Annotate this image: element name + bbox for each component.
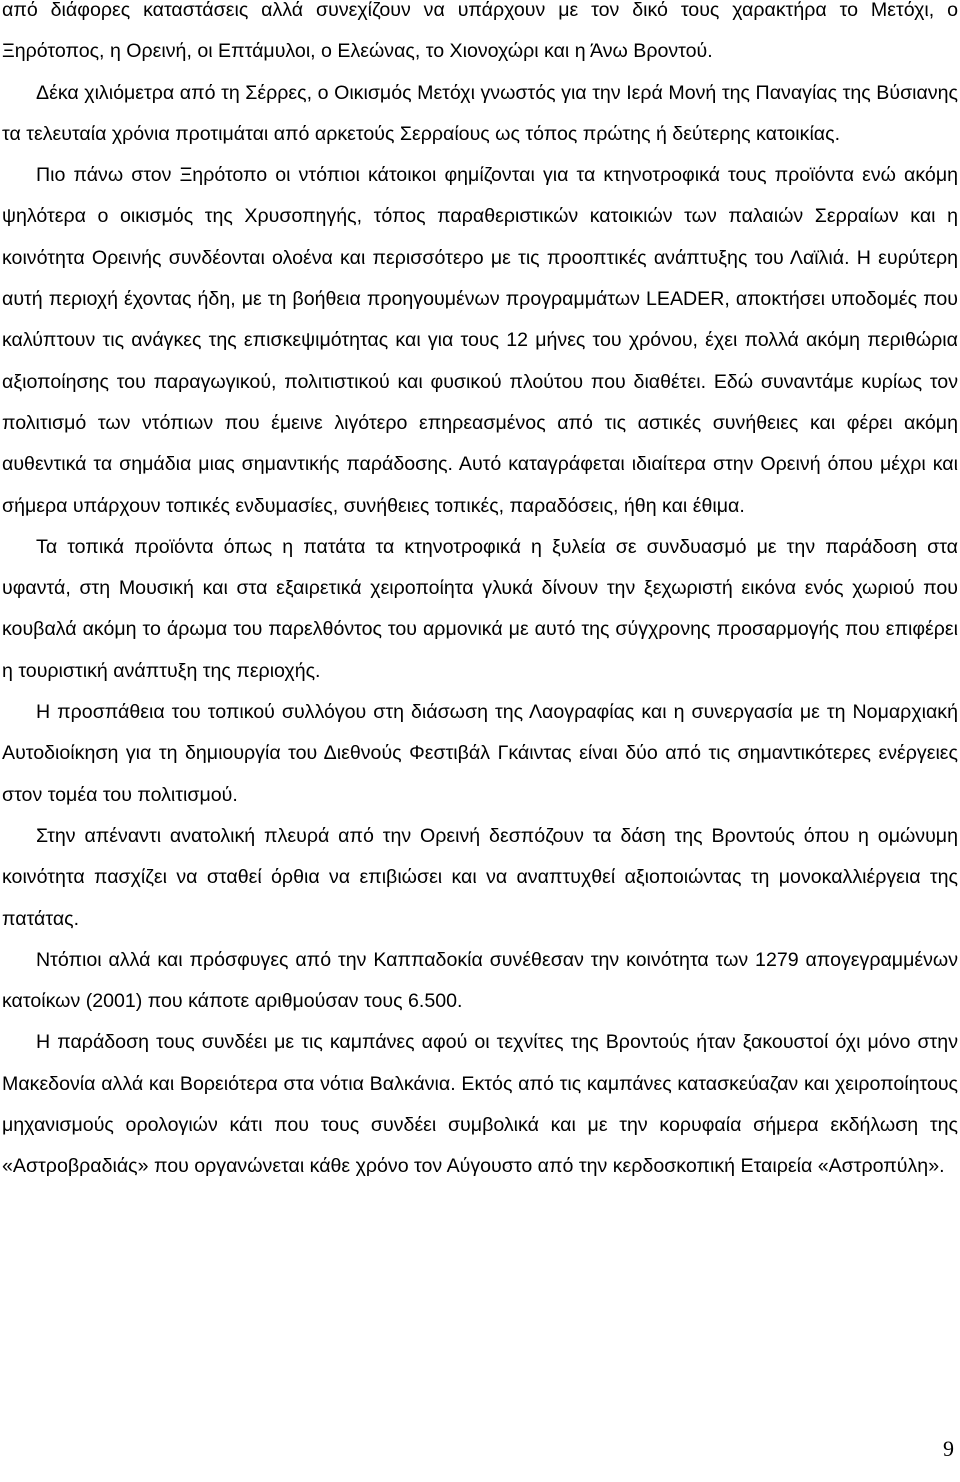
paragraph-bells-tradition: Η παράδοση τους συνδέει με τις καμπάνες αφού οι τεχνίτες της Βροντούς ήταν ξακουστοί όχι μόνο στην Μακεδονία αλλά και Βορειότερα στα νότια Βαλκάνια. Εκτός από τις καμπάνες κατασκεύαζαν και χειροποίητους μηχανισμούς ορολογιών κάτι που τους συνδέει συμβολικά και με την κορυφαία σήμερα εκδήλωση της «Αστροβραδιάς» που οργανώνεται κάθε χρόνο τον Αύγουστο από την κερδοσκοπική Εταιρεία «Αστροπύλη».	[2, 1031, 958, 1178]
document-page	[2, 0, 958, 1188]
paragraph-local-products: Τα τοπικά προϊόντα όπως η πατάτα τα κτηνοτροφικά η ξυλεία σε συνδυασμό με την παράδοση στα υφαντά, στη Μουσική και στα εξαιρετικά χειροποίητα γλυκά δίνουν την ξεχωριστή εικόνα ενός χωριού που κουβαλά ακόμη το άρωμα του παρελθόντος του αρμονικά με αυτό της σύγχρονης προσαρμογής που επιφέρει η τουριστική ανάπτυξη της περιοχής.	[2, 535, 958, 682]
paragraph-vrontou-forests: Στην απέναντι ανατολική πλευρά από την Ορεινή δεσπόζουν τα δάση της Βροντούς όπου η ομώνυμη κοινότητα πασχίζει να σταθεί όρθια να επιβιώσει και να αναπτυχθεί αξιοποιώντας τη μονοκαλλιέργεια της πατάτας.	[2, 824, 958, 930]
page-number: 9	[943, 1436, 954, 1461]
paragraph-cultural-association: Η προσπάθεια του τοπικού συλλόγου στη διάσωση της Λαογραφίας και η συνεργασία με τη Νομαρχιακή Αυτοδιοίκηση για τη δημιουργία του Διεθνούς Φεστιβάλ Γκάιντας είναι δύο από τις σημαντικότερες ενέργειες στον τομέα του πολιτισμού.	[2, 701, 958, 806]
paragraph-population: Ντόπιοι αλλά και πρόσφυγες από την Καππαδοκία συνέθεσαν την κοινότητα των 1279 απογεγραμμένων κατοίκων (2001) που κάποτε αριθμούσαν τους 6.500.	[2, 948, 958, 1013]
paragraph-xirotopos-oreini: Πιο πάνω στον Ξηρότοπο οι ντόπιοι κάτοικοι φημίζονται για τα κτηνοτροφικά τους προϊόντα ενώ ακόμη ψηλότερα ο οικισμός της Χρυσοπηγής, τόπος παραθεριστικών κατοικιών των παλαιών Σερραίων και η κοινότητα Ορεινής συνδέονται ολοένα και περισσότερο με τις προοπτικές ανάπτυξης του Λαϊλιά. Η ευρύτερη αυτή περιοχή έχοντας ήδη, με τη βοήθεια προηγουμένων προγραμμάτων LEADER, αποκτήσει υποδομές που καλύπτουν τις ανάγκες της επισκεψιμότητας και για τους 12 μήνες του χρόνου, έχει πολλά ακόμη περιθώρια αξιοποίησης του παραγωγικού, πολιτιστικού και φυσικού πλούτου που διαθέτει. Εδώ συναντάμε κυρίως τον πολιτισμό των ντόπιων που έμεινε λιγότερο επηρεασμένος από τις αστικές συνήθειες και φέρει ακόμη αυθεντικά τα σημάδια μιας σημαντικής παράδοσης. Αυτό καταγράφεται ιδιαίτερα στην Ορεινή όπου μέχρι και σήμερα υπάρχουν τοπικές ενδυμασίες, συνήθειες τοπικές, παραδόσεις, ήθη και έθιμα.	[2, 164, 958, 517]
paragraph-metochi: Δέκα χιλιόμετρα από τη Σέρρες, ο Οικισμός Μετόχι γνωστός για την Ιερά Μονή της Παναγίας της Βύσιανης τα τελευταία χρόνια προτιμάται από αρκετούς Σερραίους ως τόπος πρώτης ή δεύτερης κατοικίας.	[2, 81, 958, 145]
paragraph-villages-list: από διάφορες καταστάσεις αλλά συνεχίζουν να υπάρχουν με τον δικό τους χαρακτήρα το Μετόχι, ο Ξηρότοπος, η Ορεινή, οι Επτάμυλοι, ο Ελεώνας, το Χιονοχώρι και η Άνω Βροντού.	[2, 0, 958, 63]
